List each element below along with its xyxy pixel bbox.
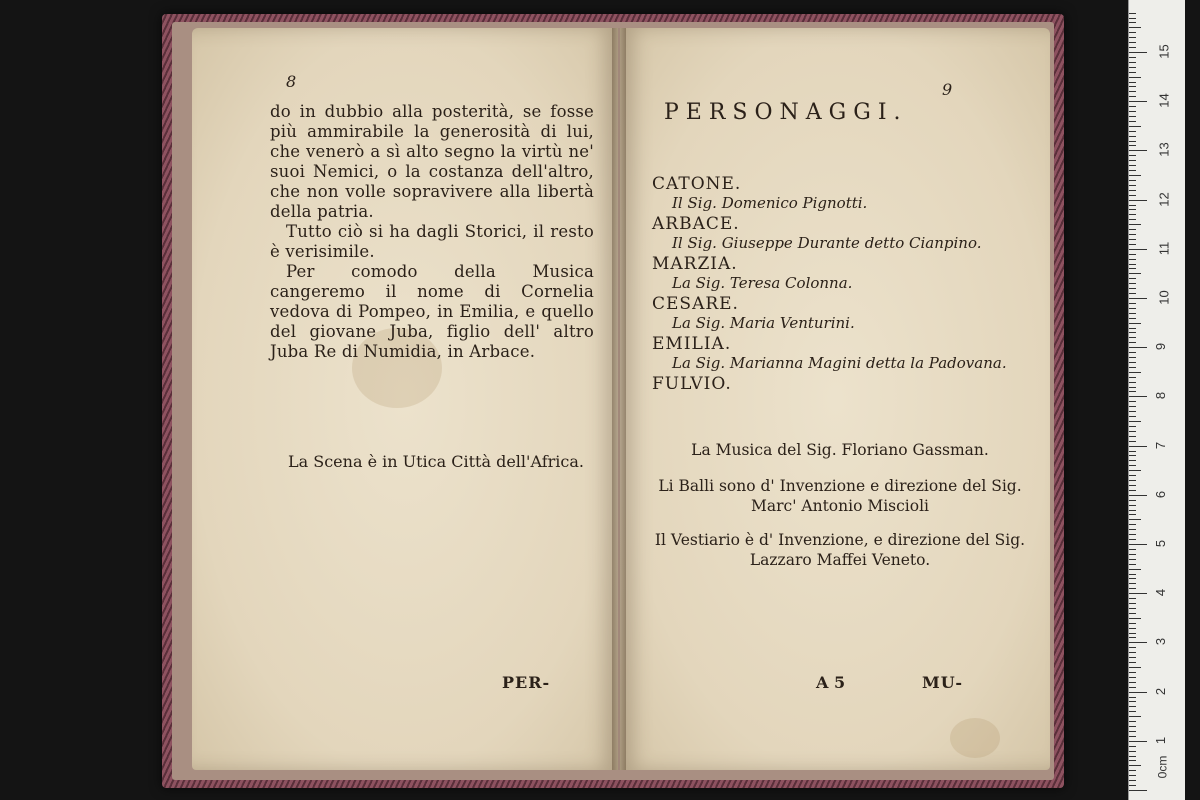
ruler-tick [1129, 441, 1136, 442]
ruler-label: 15 [1156, 44, 1172, 59]
ruler-tick [1129, 18, 1136, 19]
ruler-tick [1129, 662, 1136, 663]
ruler-tick [1129, 465, 1136, 466]
ruler-tick [1129, 323, 1141, 324]
paragraph-2: Tutto ciò si ha dagli Storici, il resto è verisimile. [270, 222, 594, 261]
ruler-tick [1129, 328, 1136, 329]
ruler-tick [1129, 637, 1136, 638]
ruler-tick [1129, 785, 1136, 786]
ruler-tick [1129, 352, 1136, 353]
left-page [192, 28, 618, 770]
ruler-tick [1129, 298, 1147, 299]
ruler-tick [1129, 318, 1136, 319]
ruler-tick [1129, 559, 1136, 560]
ruler-tick [1129, 549, 1136, 550]
ruler-tick [1129, 37, 1136, 38]
right-page [620, 28, 1050, 770]
ruler-tick [1129, 32, 1136, 33]
performer-name: La Sig. Maria Venturini. [672, 314, 855, 332]
paper-stain [950, 718, 1000, 758]
ruler-tick [1129, 293, 1136, 294]
ruler-tick [1129, 13, 1136, 14]
ruler-tick [1129, 416, 1136, 417]
ruler-label: 7 [1153, 441, 1169, 449]
ruler-tick [1129, 396, 1147, 397]
ruler-tick [1129, 209, 1136, 210]
measuring-ruler [1128, 0, 1185, 800]
ruler-tick [1129, 628, 1136, 629]
ruler-tick [1129, 205, 1136, 206]
ruler-tick [1129, 170, 1136, 171]
ruler-tick [1129, 682, 1136, 683]
ruler-tick [1129, 219, 1136, 220]
ruler-tick [1129, 657, 1136, 658]
ruler-tick [1129, 697, 1136, 698]
ruler-tick [1129, 756, 1136, 757]
ruler-tick [1129, 495, 1147, 496]
ruler-tick [1129, 27, 1141, 28]
ruler-tick [1129, 770, 1136, 771]
ruler-tick [1129, 259, 1136, 260]
ruler-tick [1129, 264, 1136, 265]
character-name: CATONE. [652, 174, 742, 194]
dance-credit: Li Balli sono d' Invenzione e direzione del Sig. Marc' Antonio Miscioli [658, 477, 1022, 515]
character-name: EMILIA. [652, 334, 732, 354]
ruler-tick [1129, 254, 1136, 255]
ruler-tick [1129, 475, 1136, 476]
ruler-tick [1129, 780, 1136, 781]
credits [650, 440, 1030, 584]
catchword-left: PER- [502, 673, 551, 692]
ruler-tick [1129, 455, 1136, 456]
ruler-tick [1129, 190, 1136, 191]
ruler-tick [1129, 524, 1136, 525]
ruler-tick [1129, 42, 1136, 43]
character-name: FULVIO. [652, 374, 732, 394]
ruler-tick [1129, 514, 1136, 515]
ruler-tick [1129, 426, 1136, 427]
ruler-tick [1129, 583, 1136, 584]
ruler-tick [1129, 62, 1136, 63]
ruler-label: 14 [1156, 93, 1172, 108]
ruler-tick [1129, 490, 1136, 491]
ruler-tick [1129, 283, 1136, 284]
ruler-tick [1129, 67, 1136, 68]
ruler-tick [1129, 588, 1136, 589]
ruler-tick [1129, 519, 1141, 520]
ruler-tick [1129, 308, 1136, 309]
ruler-tick [1129, 391, 1136, 392]
ruler-tick [1129, 633, 1136, 634]
ruler-tick [1129, 116, 1136, 117]
ruler-tick [1129, 372, 1141, 373]
ruler-tick [1129, 692, 1147, 693]
book-gutter [612, 28, 626, 770]
performer-name: La Sig. Marianna Magini detta la Padovana. [672, 354, 1007, 372]
ruler-label: 4 [1153, 589, 1169, 597]
performer-name: Il Sig. Domenico Pignotti. [672, 194, 868, 212]
ruler-tick [1129, 200, 1147, 201]
costume-credit: Il Vestiario è d' Invenzione, e direzione del Sig. Lazzaro Maffei Veneto. [654, 531, 1026, 569]
ruler-tick [1129, 82, 1136, 83]
preface-text [270, 102, 594, 362]
ruler-tick [1129, 121, 1136, 122]
ruler-tick [1129, 214, 1136, 215]
ruler-tick [1129, 234, 1136, 235]
ruler-tick [1129, 603, 1136, 604]
ruler-tick [1129, 529, 1136, 530]
ruler-tick [1129, 554, 1136, 555]
ruler-tick [1129, 362, 1136, 363]
ruler-tick [1129, 22, 1136, 23]
ruler-tick [1129, 195, 1136, 196]
music-credit: La Musica del Sig. Floriano Gassman. [691, 441, 989, 459]
ruler-tick [1129, 721, 1136, 722]
ruler-tick [1129, 401, 1136, 402]
ruler-label: 10 [1156, 290, 1172, 305]
cast-heading: PERSONAGGI. [664, 100, 908, 125]
signature-mark: A 5 [816, 673, 846, 692]
ruler-tick [1129, 647, 1136, 648]
performer-name: La Sig. Teresa Colonna. [672, 274, 853, 292]
ruler-tick [1129, 667, 1141, 668]
ruler-tick [1129, 224, 1141, 225]
ruler-unit: 0cm [1155, 755, 1170, 779]
ruler-label: 9 [1153, 343, 1169, 351]
ruler-tick [1129, 618, 1141, 619]
ruler-tick [1129, 91, 1136, 92]
ruler-label: 5 [1153, 539, 1169, 548]
ruler-tick [1129, 760, 1136, 761]
ruler-tick [1129, 736, 1136, 737]
ruler-tick [1129, 652, 1136, 653]
performer-name: Il Sig. Giuseppe Durante detto Cianpino. [672, 234, 982, 252]
ruler-tick [1129, 347, 1147, 348]
ruler-tick [1129, 421, 1141, 422]
ruler-tick [1129, 111, 1136, 112]
ruler-label: 1 [1153, 736, 1169, 744]
ruler-tick [1129, 57, 1136, 58]
paragraph-3: Per comodo della Musica cangeremo il nome di Cornelia vedova di Pompeo, in Emilia, e quello del giovane Juba, figlio dell' altro Juba Re di Numidia, in Arbace. [270, 262, 594, 361]
ruler-tick [1129, 672, 1136, 673]
ruler-tick [1129, 593, 1147, 594]
ruler-tick [1129, 706, 1136, 707]
ruler-tick [1129, 598, 1136, 599]
ruler-tick [1129, 86, 1136, 87]
ruler-tick [1129, 357, 1136, 358]
ruler-tick [1129, 367, 1136, 368]
ruler-tick [1129, 406, 1136, 407]
ruler-tick [1129, 278, 1136, 279]
ruler-tick [1129, 288, 1136, 289]
ruler-tick [1129, 175, 1141, 176]
ruler-tick [1129, 687, 1136, 688]
character-name: ARBACE. [652, 214, 740, 234]
ruler-tick [1129, 775, 1136, 776]
ruler-tick [1129, 741, 1147, 742]
ruler-tick [1129, 150, 1147, 151]
ruler-tick [1129, 677, 1136, 678]
ruler-tick [1129, 141, 1136, 142]
ruler-tick [1129, 131, 1136, 132]
ruler-tick [1129, 431, 1136, 432]
ruler-tick [1129, 303, 1136, 304]
ruler-tick [1129, 332, 1136, 333]
ruler-tick [1129, 436, 1136, 437]
ruler-tick [1129, 145, 1136, 146]
ruler-tick [1129, 160, 1136, 161]
ruler-tick [1129, 77, 1141, 78]
ruler-tick [1129, 244, 1136, 245]
ruler-tick [1129, 480, 1136, 481]
character-name: CESARE. [652, 294, 739, 314]
ruler-tick [1129, 505, 1136, 506]
ruler-tick [1129, 470, 1141, 471]
ruler-tick [1129, 229, 1136, 230]
ruler-tick [1129, 342, 1136, 343]
character-name: MARZIA. [652, 254, 738, 274]
ruler-tick [1129, 239, 1136, 240]
catchword-right: MU- [922, 673, 964, 692]
ruler-tick [1129, 451, 1136, 452]
ruler-tick [1129, 136, 1136, 137]
ruler-label: 2 [1153, 687, 1169, 695]
ruler-tick [1129, 569, 1141, 570]
ruler-tick [1129, 165, 1136, 166]
ruler-tick [1129, 106, 1136, 107]
ruler-label: 12 [1156, 191, 1172, 207]
ruler-tick [1129, 716, 1141, 717]
ruler-tick [1129, 544, 1147, 545]
ruler-tick [1129, 273, 1141, 274]
ruler-tick [1129, 731, 1136, 732]
ruler-tick [1129, 249, 1147, 250]
ruler-tick [1129, 337, 1136, 338]
ruler-label: 8 [1153, 392, 1169, 400]
ruler-tick [1129, 268, 1136, 269]
ruler-tick [1129, 446, 1147, 447]
ruler-tick [1129, 701, 1136, 702]
ruler-tick [1129, 387, 1136, 388]
ruler-tick [1129, 96, 1136, 97]
page-number-left: 8 [286, 72, 297, 91]
ruler-tick [1129, 47, 1136, 48]
ruler-tick [1129, 765, 1141, 766]
ruler-tick [1129, 510, 1136, 511]
page-number-right: 9 [942, 80, 953, 99]
paragraph-1: do in dubbio alla posterità, se fosse più ammirabile la generosità di lui, che venerò a sì alto segno la virtù ne' suoi Nemici, o la costanza dell'altro, che non volle sopravivere alla libertà della patria. [270, 102, 594, 221]
ruler-label: 13 [1156, 142, 1172, 158]
ruler-label: 3 [1153, 638, 1169, 646]
ruler-tick [1129, 613, 1136, 614]
ruler-tick [1129, 180, 1136, 181]
ruler-tick [1129, 578, 1136, 579]
ruler-tick [1129, 52, 1147, 53]
ruler-tick [1129, 126, 1141, 127]
ruler-tick [1129, 608, 1136, 609]
ruler-tick [1129, 485, 1136, 486]
ruler-tick [1129, 155, 1136, 156]
ruler-tick [1129, 790, 1147, 791]
ruler-tick [1129, 101, 1147, 102]
ruler-tick [1129, 72, 1136, 73]
ruler-tick [1129, 564, 1136, 565]
ruler-tick [1129, 751, 1136, 752]
cast-list [652, 174, 1022, 394]
ruler-tick [1129, 382, 1136, 383]
ruler-tick [1129, 534, 1136, 535]
ruler-tick [1129, 574, 1136, 575]
ruler-tick [1129, 313, 1136, 314]
ruler-tick [1129, 539, 1136, 540]
ruler-tick [1129, 726, 1136, 727]
ruler-label: 11 [1156, 241, 1172, 256]
ruler-tick [1129, 642, 1147, 643]
ruler-tick [1129, 185, 1136, 186]
ruler-tick [1129, 500, 1136, 501]
ruler-tick [1129, 377, 1136, 378]
ruler-tick [1129, 711, 1136, 712]
ruler-label: 6 [1153, 490, 1169, 498]
ruler-tick [1129, 411, 1136, 412]
ruler-tick [1129, 623, 1136, 624]
ruler-tick [1129, 460, 1136, 461]
scene-note: La Scena è in Utica Città dell'Africa. [288, 452, 584, 471]
ruler-tick [1129, 746, 1136, 747]
